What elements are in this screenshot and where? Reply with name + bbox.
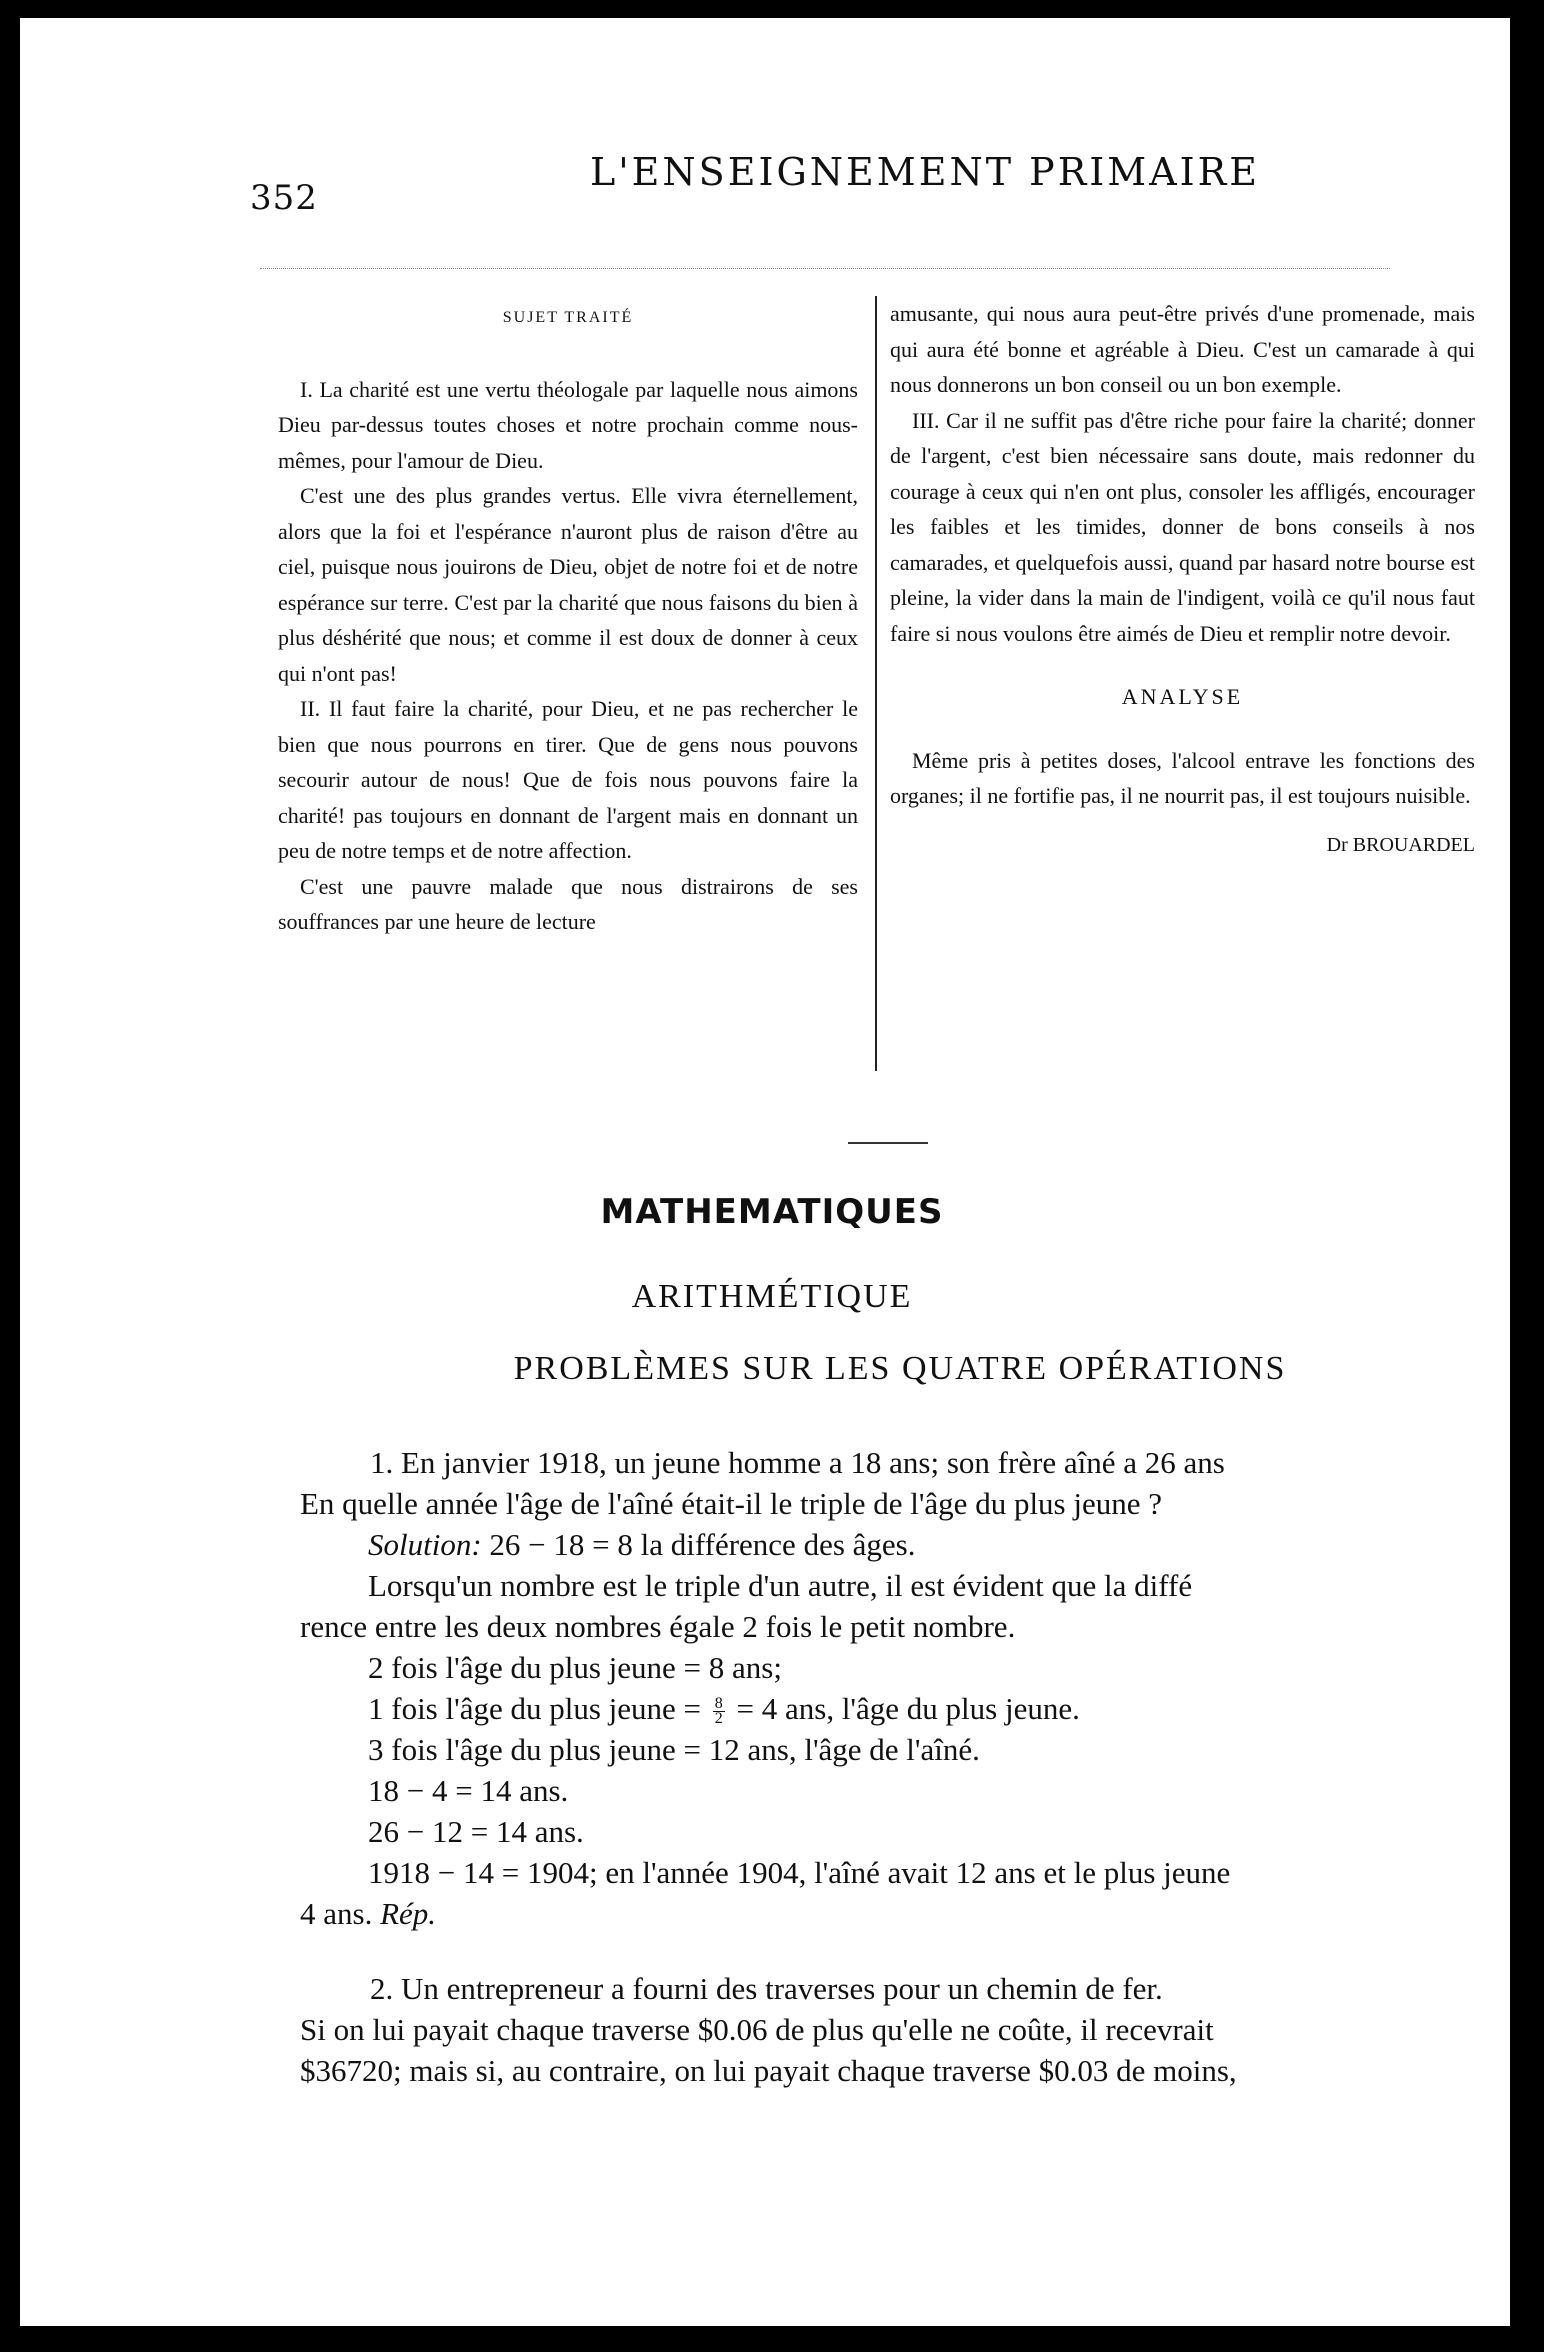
sujet-traite-heading: SUJET TRAITÉ xyxy=(502,309,634,326)
paragraph: C'est une des plus grandes vertus. Elle vivra éternellement, alors que la foi et l'espérance n'auront plus de raison d'être au ciel, puisque nous jouirons de Dieu, objet de notre foi et de notre espérance sur terre. C'est par la charité que nous faisons du bien à plus déshérité que nous; et comme il est doux de donner à ceux qui n'ont pas! xyxy=(278,483,858,686)
calculation-line xyxy=(300,1688,1470,1729)
analyse-heading: ANALYSE xyxy=(1121,684,1244,709)
running-title: L'ENSEIGNEMENT PRIMAIRE xyxy=(590,150,1261,194)
scan-border-right xyxy=(1510,0,1544,2352)
right-column xyxy=(890,296,1475,863)
answer-text: 4 ans. xyxy=(300,1896,381,1931)
left-column xyxy=(278,300,858,940)
paragraph: II. Il faut faire la charité, pour Dieu, et ne pas rechercher le bien que nous pourrons en tirer. Que de gens nous pouvons secourir autour de nous! Que de fois nous pouvons faire la charité! pas toujours en donnant de l'argent mais en donnant un peu de notre temps et de notre affection. xyxy=(278,696,858,863)
solution-line xyxy=(300,1524,1470,1565)
calculation-line: 18 − 4 = 14 ans. xyxy=(368,1773,569,1808)
problem-line: 1. En janvier 1918, un jeune homme a 18 ans; son frère aîné a 26 ans xyxy=(370,1445,1225,1480)
scan-border-left xyxy=(0,0,20,2352)
calculation-line: 3 fois l'âge du plus jeune = 12 ans, l'âge de l'aîné. xyxy=(368,1732,980,1767)
scan-border-top xyxy=(0,0,1544,18)
problem-line: En quelle année l'âge de l'aîné était-il le triple de l'âge du plus jeune ? xyxy=(300,1486,1163,1521)
calculation-line: 2 fois l'âge du plus jeune = 8 ans; xyxy=(368,1650,782,1685)
problem-line: $36720; mais si, au contraire, on lui payait chaque traverse $0.03 de moins, xyxy=(300,2053,1237,2088)
paragraph: amusante, qui nous aura peut-être privés d'une promenade, mais qui aura été bonne et agréable à Dieu. C'est un camarade à qui nous donnerons un bon conseil ou un bon exemple. xyxy=(890,301,1475,397)
answer-line xyxy=(300,1893,1470,1934)
problems-body xyxy=(300,1442,1470,2091)
page-number: 352 xyxy=(250,178,318,218)
calculation-line: 26 − 12 = 14 ans. xyxy=(368,1814,584,1849)
section-rule xyxy=(848,1142,928,1144)
problem-line: Si on lui payait chaque traverse $0.06 de plus qu'elle ne coûte, il recevrait xyxy=(300,2012,1214,2047)
problem-line: rence entre les deux nombres égale 2 fois le petit nombre. xyxy=(300,1609,1016,1644)
column-divider xyxy=(875,296,877,1071)
fraction-denominator: 2 xyxy=(714,1710,723,1728)
calc-text: 1 fois l'âge du plus jeune = xyxy=(368,1691,709,1726)
calc-text: = 4 ans, l'âge du plus jeune. xyxy=(728,1691,1080,1726)
paragraph: I. La charité est une vertu théologale par laquelle nous aimons Dieu par-dessus toutes choses et notre prochain comme nous-mêmes, pour l'amour de Dieu. xyxy=(278,376,858,473)
answer-label: Rép. xyxy=(380,1896,437,1931)
fraction xyxy=(713,1697,725,1726)
solution-label: Solution: xyxy=(368,1527,482,1562)
analysis-text: Même pris à petites doses, l'alcool entrave les fonctions des organes; il ne fortifie pas, il ne nourrit pas, il est toujours nuisible. xyxy=(890,747,1475,808)
solution-text: 26 − 18 = 8 la différence des âges. xyxy=(481,1527,916,1562)
calculation-line: 1918 − 14 = 1904; en l'année 1904, l'aîné avait 12 ans et le plus jeune xyxy=(368,1855,1231,1890)
problems-title: PROBLÈMES SUR LES QUATRE OPÉRATIONS xyxy=(513,1350,1287,1387)
scan-border-bottom xyxy=(0,2326,1544,2352)
header-rule xyxy=(260,268,1390,269)
paragraph: C'est une pauvre malade que nous distrairons de ses souffrances par une heure de lecture xyxy=(278,873,858,934)
problem-line: Lorsqu'un nombre est le triple d'un autre, il est évident que la diffé xyxy=(368,1568,1193,1603)
section-title: MATHEMATIQUES xyxy=(600,1192,944,1232)
signature: Dr BROUARDEL xyxy=(1326,833,1475,856)
paragraph: III. Car il ne suffit pas d'être riche pour faire la charité; donner de l'argent, c'est bien nécessaire sans doute, mais redonner du courage à ceux qui n'en ont plus, consoler les affligés, encourager les faibles et les timides, donner de bons conseils à nos camarades, et quelquefois aussi, quand par hasard notre bourse est pleine, la vider dans la main de l'indigent, voilà ce qu'il nous faut faire si nous voulons être aimés de Dieu et remplir notre devoir. xyxy=(890,407,1475,646)
subsection-title: ARITHMÉTIQUE xyxy=(631,1278,913,1315)
problem-line: 2. Un entrepreneur a fourni des traverses pour un chemin de fer. xyxy=(370,1971,1163,2006)
fraction-numerator: 8 xyxy=(714,1695,723,1713)
